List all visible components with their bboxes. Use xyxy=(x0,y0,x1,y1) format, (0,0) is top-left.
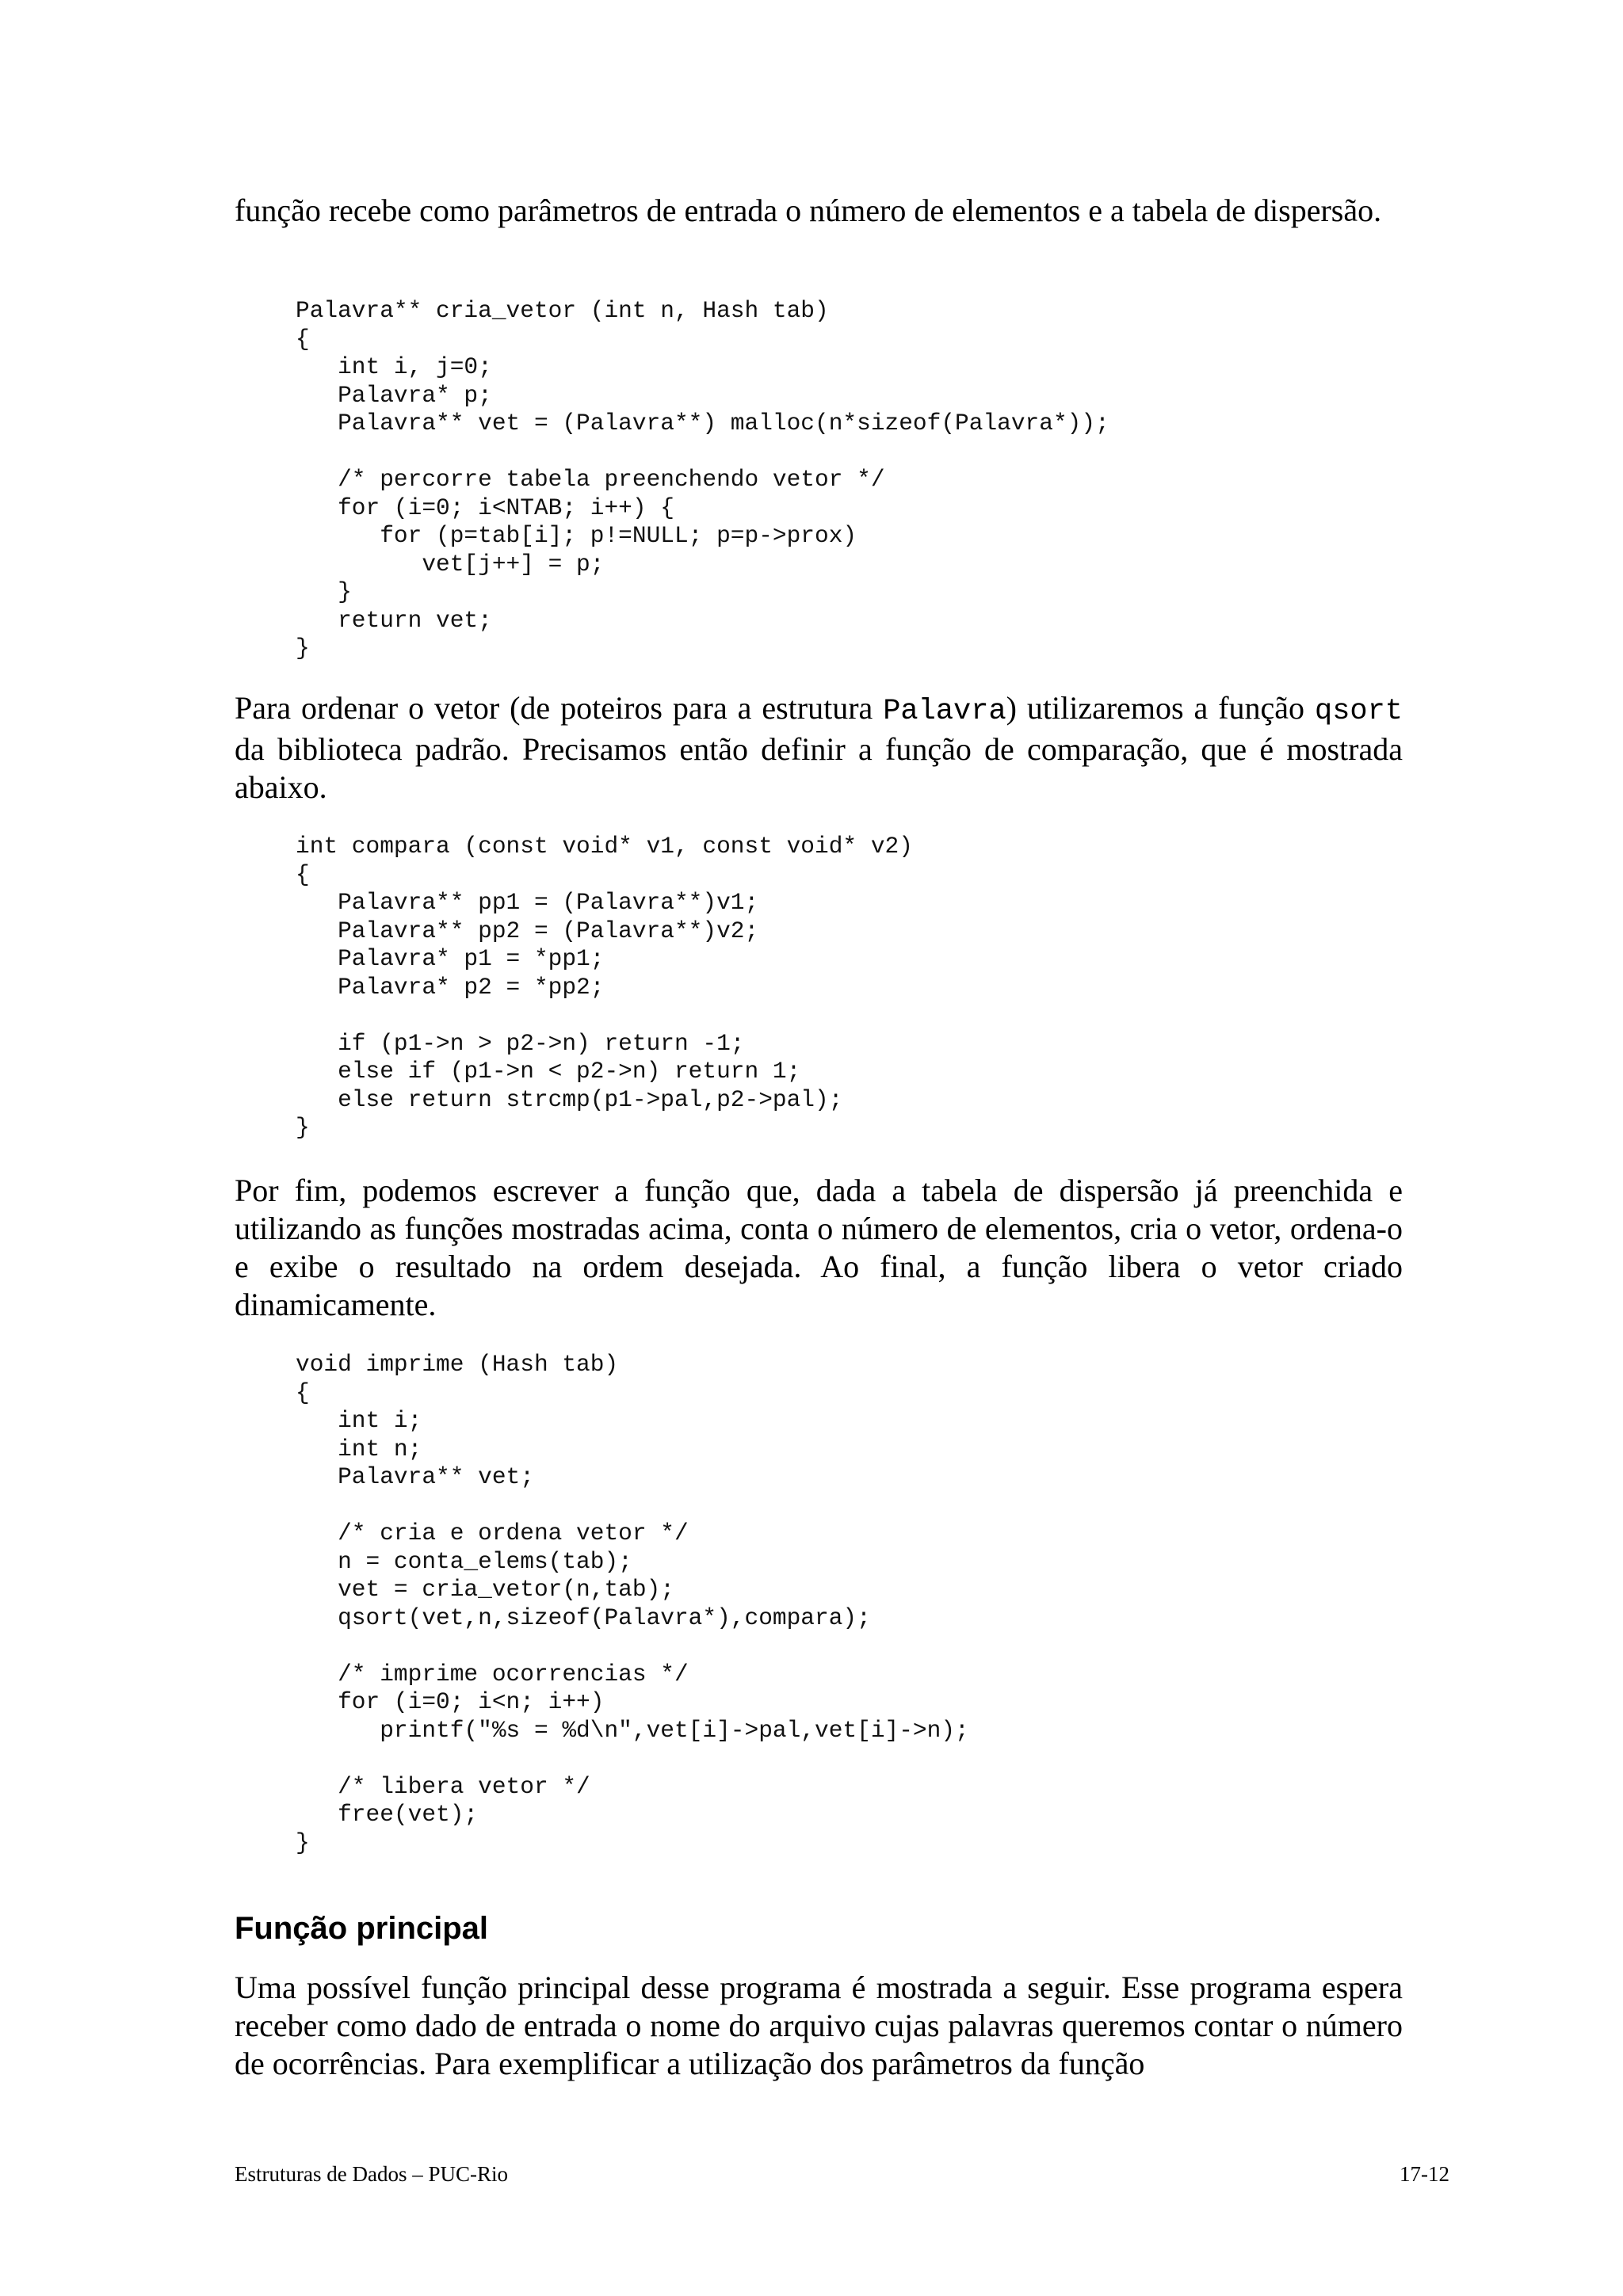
page-number: 17-12 xyxy=(1400,2162,1449,2186)
code-block-imprime: void imprime (Hash tab) { int i; int n; Palavra** vet; /* cria e ordena vetor */ n = conta_elems(tab); vet = cria_vetor(n,tab); qsort(vet,n,sizeof(Palavra*),compara); /* imprime ocorrencias */ for (i=0; i<n; i++) printf("%s = %d\n",vet[i]->pal,vet[i]->n); /* libera vetor */ free(vet); } xyxy=(296,1351,969,1856)
code-block-compara: int compara (const void* v1, const void* v2) { Palavra** pp1 = (Palavra**)v1; Palavra** pp2 = (Palavra**)v2; Palavra* p1 = *pp1; Palavra* p2 = *pp2; if (p1->n > p2->n) return -1; else if (p1->n < p2->n) return 1; else return strcmp(p1->pal,p2->pal); } xyxy=(296,833,913,1141)
code-block-cria-vetor: Palavra** cria_vetor (int n, Hash tab) { int i, j=0; Palavra* p; Palavra** vet = (Palavra**) malloc(n*sizeof(Palavra*)); /* percorre tabela preenchendo vetor */ for (i=0; i<NTAB; i++) { for (p=tab[i]; p!=NULL; p=p->prox) vet[j++] = p; } return vet; } xyxy=(296,297,1109,662)
inline-code-palavra: Palavra xyxy=(883,695,1006,728)
intro-paragraph: função recebe como parâmetros de entrada o número de elementos e a tabela de dispersão. xyxy=(235,193,1382,228)
paragraph-por-fim: Por fim, podemos escrever a função que, dada a tabela de dispersão já preenchida e utilizando as funções mostradas acima, conta o número de elementos, cria o vetor, ordena-o e exibe o resultado na ordem desejada. Ao final, a função libera o vetor criado dinamicamente. xyxy=(235,1173,1403,1322)
footer-title: Estruturas de Dados – PUC-Rio xyxy=(235,2162,508,2186)
paragraph-ordenar-text-3: da biblioteca padrão. Precisamos então definir a função de comparação, que é mostrada abaixo. xyxy=(235,731,1403,805)
paragraph-ordenar-text-1: Para ordenar o vetor (de poteiros para a estrutura xyxy=(235,690,884,726)
paragraph-principal: Uma possível função principal desse programa é mostrada a seguir. Esse programa espera receber como dado de entrada o nome do arquivo cujas palavras queremos contar o número de ocorrências. Para exemplificar a utilização dos parâmetros da função xyxy=(235,1970,1403,2081)
paragraph-ordenar-text-2: ) utilizaremos a função xyxy=(1006,690,1315,726)
inline-code-qsort: qsort xyxy=(1314,695,1403,728)
paragraph-ordenar xyxy=(235,689,1403,807)
section-heading: Função principal xyxy=(235,1911,489,1946)
